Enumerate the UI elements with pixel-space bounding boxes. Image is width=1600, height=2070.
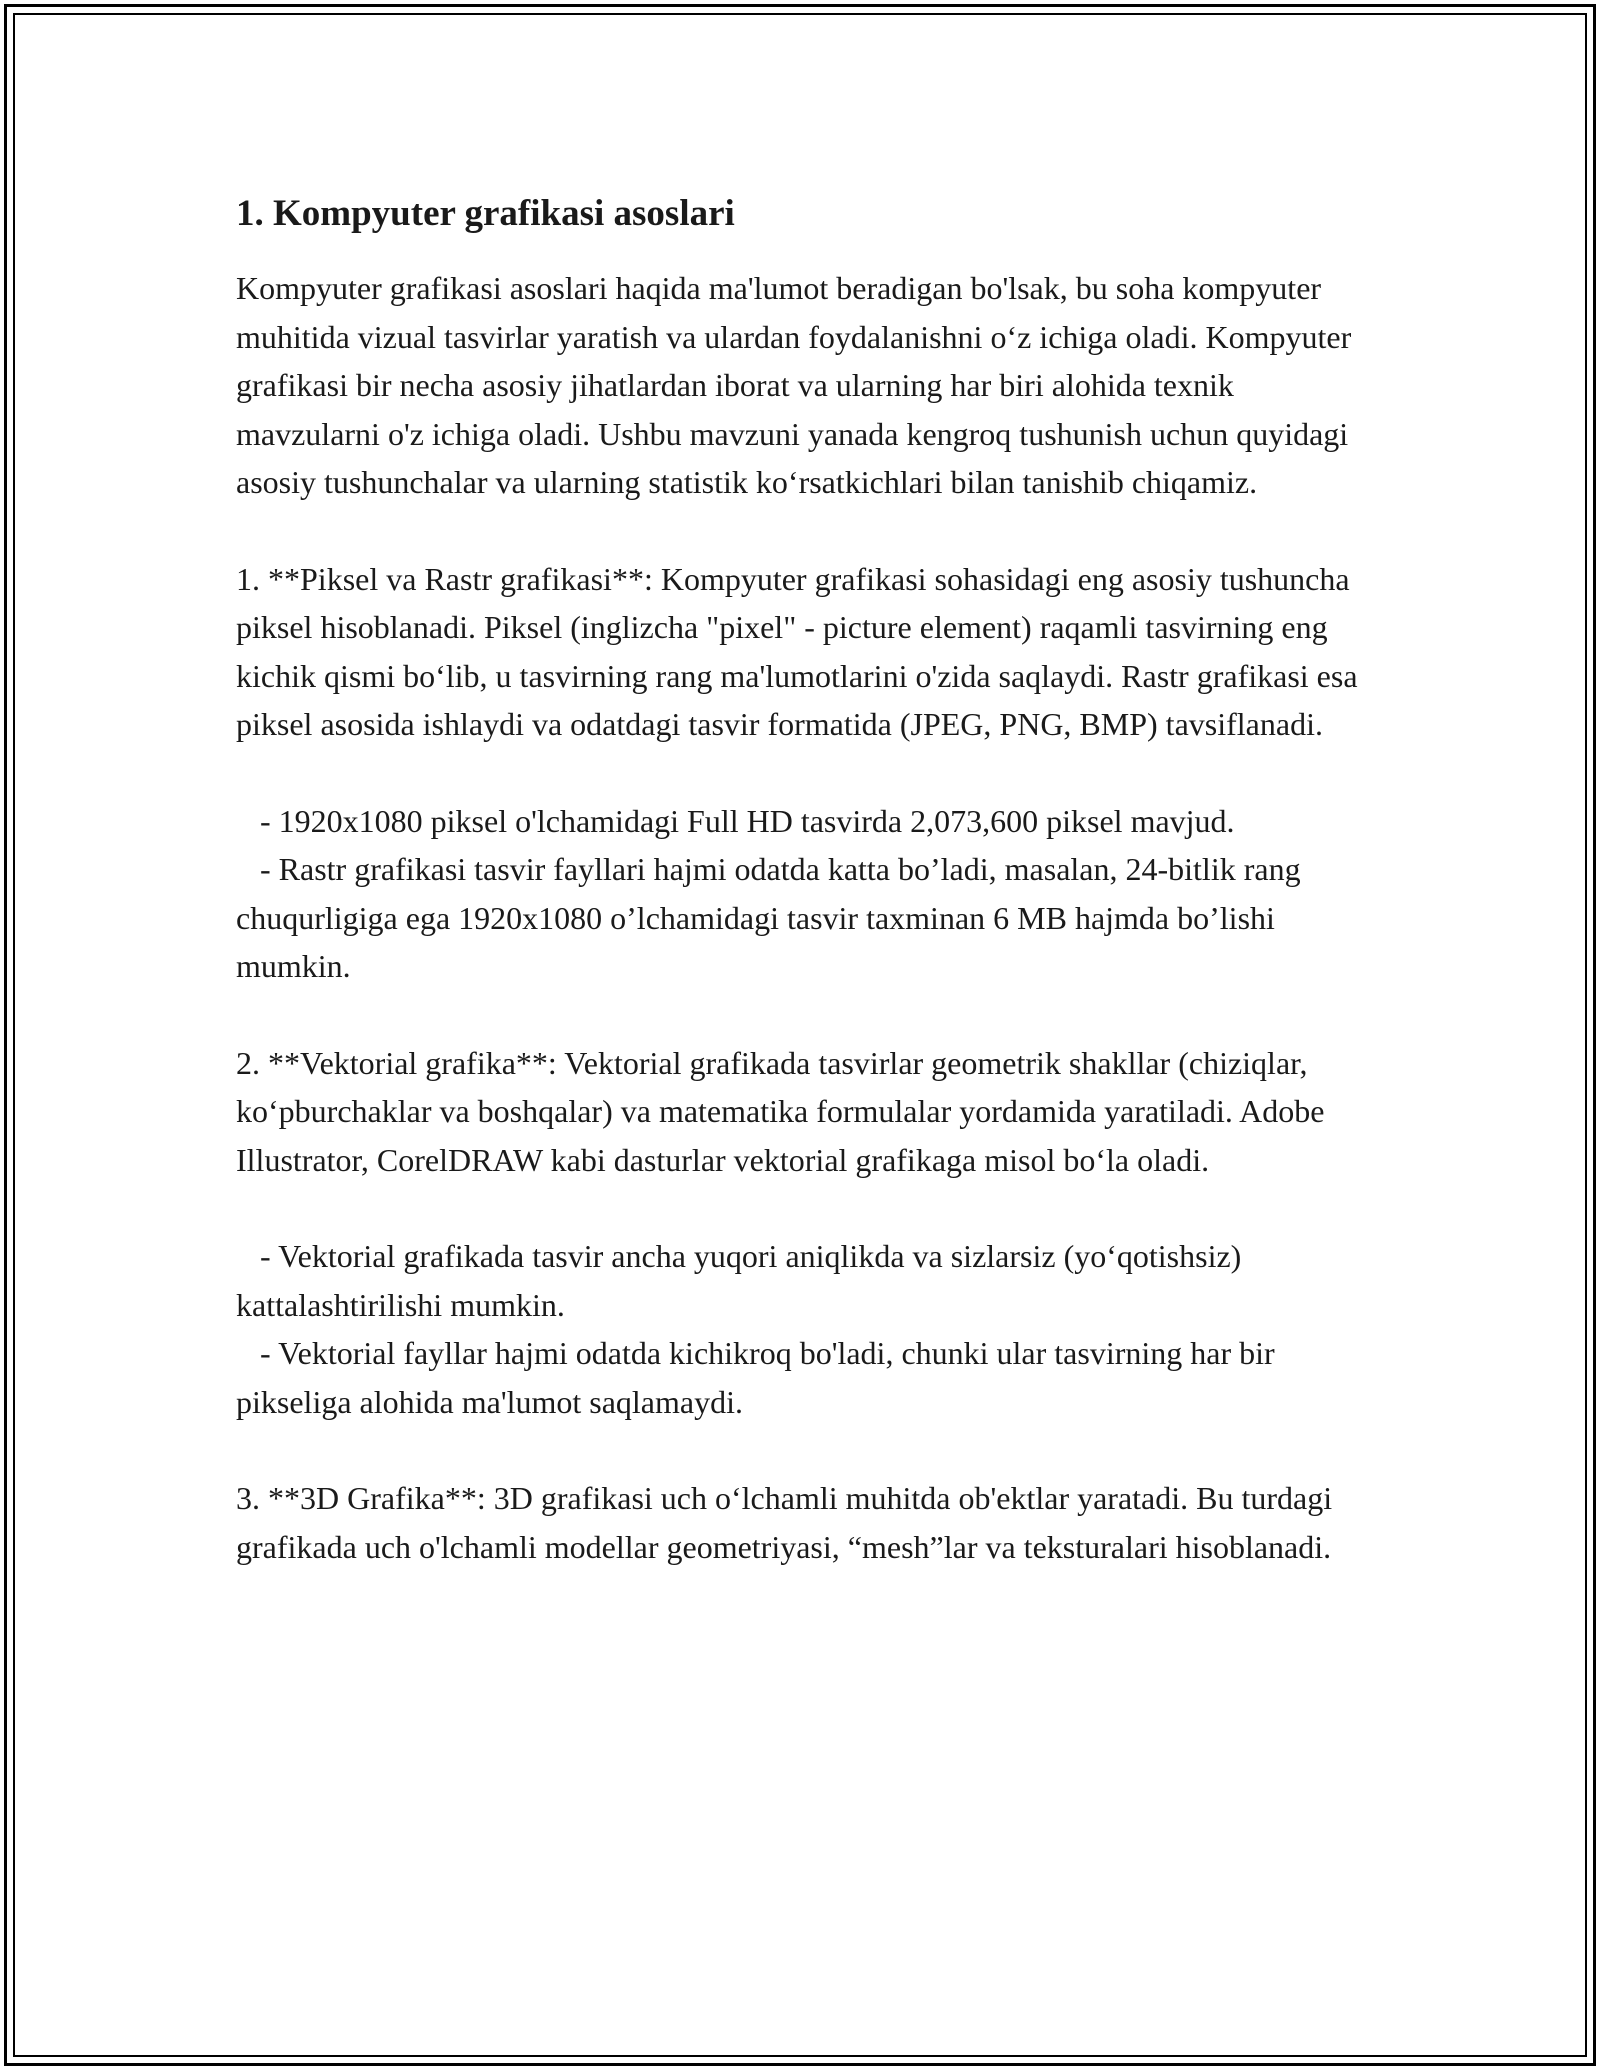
vector-paragraph: 2. **Vektorial grafika**: Vektorial grafikada tasvirlar geometrik shakllar (chiziqlar, ko‘pburchaklar va boshqalar) va matematika formulalar yordamida yaratiladi. Adobe Illustrator, CorelDRAW kabi dasturlar vektorial grafikaga misol bo‘la oladi.	[236, 1044, 1333, 1178]
raster-paragraph: 1. **Piksel va Rastr grafikasi**: Kompyuter grafikasi sohasidagi eng asosiy tushuncha piksel hisoblanadi. Piksel (inglizcha "pixel" - picture element) raqamli tasvirning eng kichik qismi bo‘lib, u tasvirning rang ma'lumotlarini o'zida saqlaydi. Rastr grafikasi esa piksel asosida ishlaydi va odatdagi tasvir formatida (JPEG, PNG, BMP) tavsiflanadi.	[236, 560, 1366, 742]
section-heading: 1. Kompyuter grafikasi asoslari	[236, 193, 735, 234]
intro-paragraph: Kompyuter grafikasi asoslari haqida ma'lumot beradigan bo'lsak, bu soha kompyuter muhitida vizual tasvirlar yaratish va ulardan foydalanishni o‘z ichiga oladi. Kompyuter grafikasi bir necha asosiy jihatlardan iborat va ularning har biri alohida texnik mavzularni o'z ichiga oladi. Ushbu mavzuni yanada kengroq tushunish uchun quyidagi asosiy tushunchalar va ularning statistik ko‘rsatkichlari bilan tanishib chiqamiz.	[236, 270, 1360, 500]
raster-bullets: - 1920x1080 piksel o'lchamidagi Full HD tasvirda 2,073,600 piksel mavjud. - Rastr grafikasi tasvir fayllari hajmi odatda katta bo’ladi, masalan, 24-bitlik rang chuqurligiga ega 1920x1080 o’lchamidagi tasvir taxminan 6 MB hajmda bo’lishi mumkin.	[236, 802, 1301, 984]
document-body	[236, 186, 1366, 1571]
3d-paragraph: 3. **3D Grafika**: 3D grafikasi uch o‘lchamli muhitda ob'ektlar yaratadi. Bu turdagi grafikada uch o'lchamli modellar geometriyasi, “mesh”lar va teksturalari hisoblanadi.	[236, 1480, 1341, 1565]
vector-bullets: - Vektorial grafikada tasvir ancha yuqori aniqlikda va sizlarsiz (yo‘qotishsiz) kattalashtirilishi mumkin. - Vektorial fayllar hajmi odatda kichikroq bo'ladi, chunki ular tasvirning har bir pikseliga alohida ma'lumot saqlamaydi.	[236, 1238, 1275, 1420]
